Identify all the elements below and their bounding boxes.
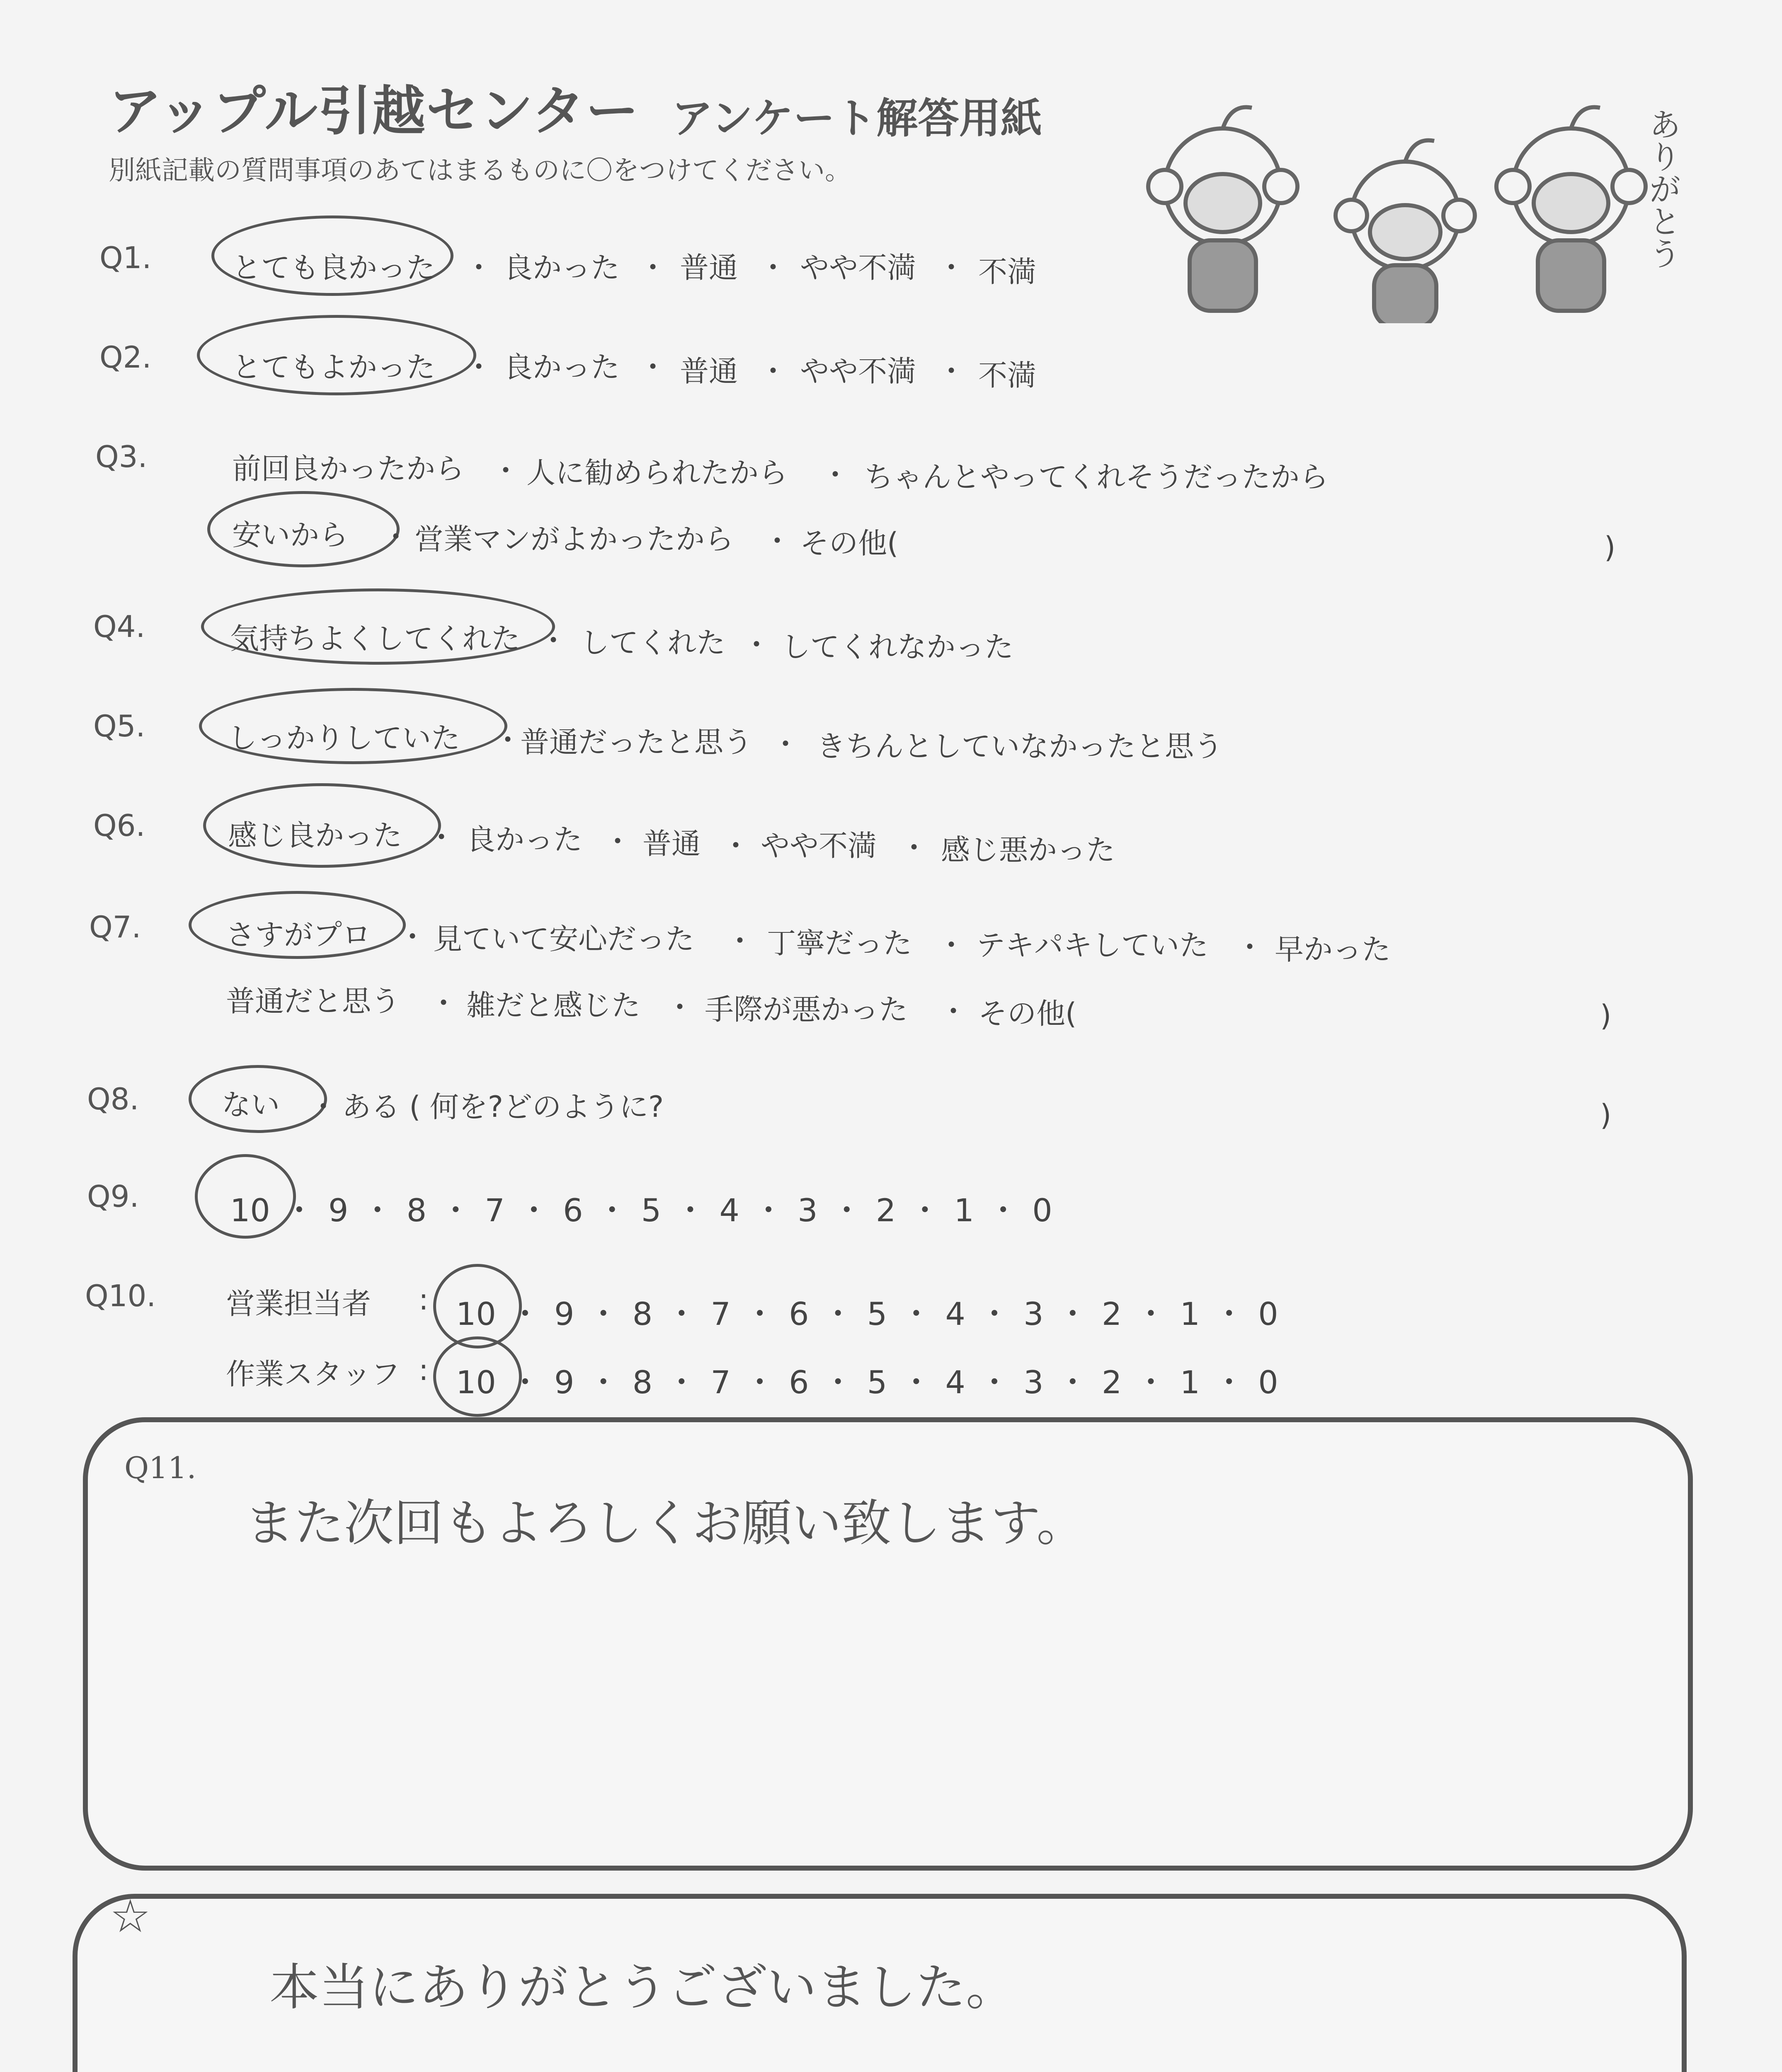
scale-value[interactable]: 7 [710,1295,731,1332]
q5-option[interactable]: きちんとしていなかったと思う [817,729,1223,763]
scale-value[interactable]: 3 [1023,1364,1044,1401]
q10-staff-row-label: 作業スタッフ [226,1357,400,1391]
form-subtitle: アンケート解答用紙 [672,94,1042,143]
instruction-text: 別紙記載の質問事項のあてはまるものに〇をつけてください。 [109,155,851,186]
q7-other-option[interactable]: その他( [978,997,1077,1031]
scale-value[interactable]: 8 [632,1364,653,1401]
form-title: アップル引越センター [109,80,640,142]
scale-value[interactable]: 0 [1258,1364,1278,1401]
scale-value[interactable]: 10 [456,1364,496,1401]
scale-value[interactable]: 10 [230,1192,270,1229]
q1-option[interactable]: とても良かった [232,251,435,285]
q10-label: Q10. [85,1278,156,1313]
q10-staff-scale: 10 ・ 9 ・ 8 ・ 7 ・ 6 ・ 5 ・ 4 ・ 3 ・ 2 ・ 1 ・ 0 [456,1364,1278,1401]
scale-value[interactable]: 4 [945,1295,965,1332]
q1-option[interactable]: やや不満 [800,251,916,285]
q7-option[interactable]: 早かった [1275,932,1391,966]
scale-value[interactable]: 10 [456,1295,496,1332]
scale-value[interactable]: 8 [406,1192,427,1229]
scale-value[interactable]: 5 [641,1192,662,1229]
monkey-icon [1148,107,1297,311]
q6-option[interactable]: 良かった [466,823,582,857]
q10-sales-scale: 10 ・ 9 ・ 8 ・ 7 ・ 6 ・ 5 ・ 4 ・ 3 ・ 2 ・ 1 ・ 0 [456,1295,1278,1332]
q4-option[interactable]: してくれた [580,626,725,660]
q6-option[interactable]: 普通 [642,827,701,861]
scale-value[interactable]: 5 [867,1364,887,1401]
scale-value[interactable]: 0 [1032,1192,1052,1229]
q7-option[interactable]: 雑だと感じた [466,988,640,1022]
scale-value[interactable]: 9 [328,1192,349,1229]
q7-close-paren: ) [1600,999,1612,1033]
q4-label: Q4. [93,609,145,644]
q1-option[interactable]: 不満 [978,255,1036,289]
q3-label: Q3. [95,439,148,474]
q7-option[interactable]: 手際が悪かった [705,992,908,1026]
q7-option[interactable]: テキパキしていた [976,928,1208,962]
q3-option[interactable]: 安いから [232,518,348,552]
q7-option[interactable]: 普通だと思う [226,984,400,1018]
scale-value[interactable]: 9 [554,1364,575,1401]
q10-sales-row-label: 営業担当者 [226,1287,371,1321]
scale-value[interactable]: 6 [563,1192,583,1229]
q5-option[interactable]: しっかりしていた [228,721,460,755]
scale-value[interactable]: 6 [789,1295,809,1332]
star-icon: ☆ [110,1890,151,1943]
scale-value[interactable]: 3 [1023,1295,1044,1332]
scale-value[interactable]: 8 [632,1295,653,1332]
scale-value[interactable]: 7 [710,1364,731,1401]
q1-option[interactable]: 普通 [680,251,738,285]
scale-value[interactable]: 5 [867,1295,887,1332]
scale-value[interactable]: 4 [719,1192,739,1229]
q6-option[interactable]: 感じ悪かった [941,833,1115,867]
q9-label: Q9. [87,1179,139,1214]
scale-value[interactable]: 1 [1180,1364,1200,1401]
q2-option[interactable]: 不満 [978,358,1036,392]
scale-value[interactable]: 4 [945,1364,965,1401]
q3-other-option[interactable]: その他( [800,526,899,560]
q7-label: Q7. [89,910,141,944]
q3-close-paren: ) [1604,530,1616,564]
scale-value[interactable]: 2 [1101,1295,1122,1332]
scale-value[interactable]: 2 [1101,1364,1122,1401]
q5-option[interactable]: 普通だったと思う [520,725,752,759]
scale-value[interactable]: 6 [789,1364,809,1401]
scale-value[interactable]: 1 [1180,1295,1200,1332]
q1-label: Q1. [99,240,152,275]
q3-option[interactable]: 前回良かったから [232,452,464,486]
q7-option[interactable]: さすがプロ [226,918,371,952]
q2-option[interactable]: 普通 [680,354,738,388]
q6-option[interactable]: やや不満 [761,829,877,863]
monkey-mascots-illustration [1119,91,1700,323]
q11-label: Q11. [124,1450,196,1485]
q8-option[interactable]: ない [222,1088,280,1122]
monkey-icon [1496,107,1646,311]
q2-option[interactable]: 良かった [504,350,620,384]
monkey-icon [1336,140,1475,323]
thanks-text: ありがとう [1644,108,1681,269]
q2-option[interactable]: とてもよかった [232,350,435,384]
q5-label: Q5. [93,709,145,743]
scale-value[interactable]: 2 [875,1192,896,1229]
q2-label: Q2. [99,340,152,375]
q3-option[interactable]: 営業マンがよかったから [415,522,734,556]
q6-option[interactable]: 感じ良かった [228,818,402,852]
q8-close-paren: ) [1600,1098,1612,1132]
scale-value[interactable]: 0 [1258,1295,1278,1332]
q9-scale: 10 ・ 9 ・ 8 ・ 7 ・ 6 ・ 5 ・ 4 ・ 3 ・ 2 ・ 1 ・ 0 [230,1192,1052,1229]
q11-handwritten-answer: また次回もよろしくお願い致します。 [245,1495,1086,1552]
q3-option[interactable]: ちゃんとやってくれそうだったから [864,460,1329,494]
scale-value[interactable]: 1 [954,1192,974,1229]
q7-option[interactable]: 見ていて安心だった [433,922,694,956]
q4-option[interactable]: 気持ちよくしてくれた [230,622,520,656]
q8-label: Q8. [87,1082,139,1116]
q7-option[interactable]: 丁寧だった [767,926,912,960]
q6-label: Q6. [93,808,145,843]
q1-option[interactable]: 良かった [504,251,620,285]
scale-value[interactable]: 9 [554,1295,575,1332]
scale-value[interactable]: 3 [798,1192,818,1229]
q8-option[interactable]: ある ( 何を?どのように? [342,1090,664,1124]
scale-value[interactable]: 7 [485,1192,505,1229]
q4-option[interactable]: してくれなかった [781,630,1013,664]
comment-handwritten-text: 本当にありがとうございました。 [269,1959,1016,2016]
q2-option[interactable]: やや不満 [800,354,916,388]
q3-option[interactable]: 人に勧められたから [526,456,788,490]
